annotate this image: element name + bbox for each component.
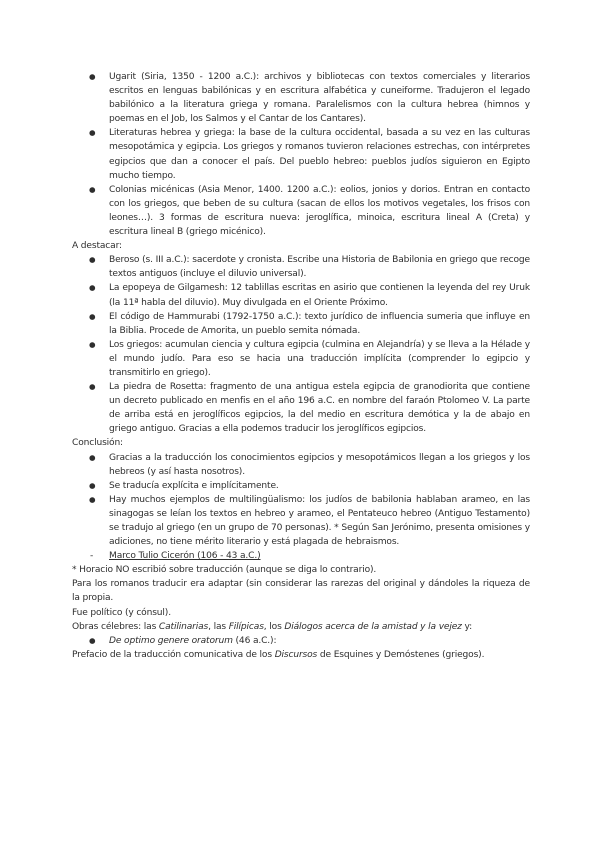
heading-a-destacar: A destacar: bbox=[72, 241, 122, 252]
prefacio-prefix: Prefacio de la traducción comunicativa de los bbox=[72, 649, 275, 660]
paragraph-romanos: Para los romanos traducir era adaptar (sin considerar las rarezas del original y dándoles la riqueza de la propia. bbox=[72, 579, 530, 604]
obras-prefix: Obras célebres: las bbox=[72, 621, 159, 632]
list-item-gracias: ● Gracias a la traducción los conocimientos egipcios y mesopotámicos llegan a los griegos y los hebreos (y así hasta nosotros). bbox=[72, 451, 530, 479]
obra-dialogos: Diálogos acerca de la amistad y la vejez bbox=[284, 621, 462, 632]
optimo-title: De optimo genere oratorum bbox=[109, 635, 233, 646]
cicero-heading: Marco Tulio Cicerón (106 - 43 a.C.) bbox=[109, 551, 261, 562]
obras-sep1: , las bbox=[208, 621, 229, 632]
list-item-traducia: ● Se traducía explícita e implícitamente. bbox=[72, 479, 530, 493]
list-item-colonias: ● Colonias micénicas (Asia Menor, 1400. 1200 a.C.): eolios, jonios y dorios. Entran en contacto con los griegos, que beben de su cultura (sacan de ellos los motivos vegetales, los frisos con leones…). 3 formas de escritura nueva: jeroglífica, minoica, escritura lineal A (Creta) y escritura lineal B (griego micénico). bbox=[72, 183, 530, 239]
list-item-ugarit: ● Ugarit (Siria, 1350 - 1200 a.C.): archivos y bibliotecas con textos comerciales y literarios escritos en lenguas babilónicas y en escritura alfabética y cuneiforme. Tradujeron el legado babilónico a la literatura griega y romana. Paralelismos con la cultura hebrea (himnos y poemas en el Job, los Salmos y el Cantar de los Cantares). bbox=[72, 70, 530, 126]
bullet-list-destacar bbox=[72, 253, 530, 436]
list-item-gilgamesh: ● La epopeya de Gilgamesh: 12 tablillas escritas en asirio que contienen la leyenda del rey Uruk (la 11ª habla del diluvio). Muy divulgada en el Oriente Próximo. bbox=[72, 281, 530, 309]
obras-sep2: , los bbox=[263, 621, 285, 632]
optimo-date: (46 a.C.): bbox=[232, 635, 277, 646]
prefacio-suffix: de Esquines y Demóstenes (griegos). bbox=[317, 649, 485, 660]
list-item-cicero bbox=[72, 549, 530, 563]
obra-filipicas: Filípicas bbox=[228, 621, 264, 632]
paragraph-prefacio bbox=[72, 648, 530, 662]
list-item-rosetta: ● La piedra de Rosetta: fragmento de una antigua estela egipcia de granodiorita que contiene un decreto publicado en menfis en el año 196 a.C. en nombre del faraón Ptolomeo V. La parte de arriba está en jeroglíficos egipcios, la del medio en escritura demótica y la de abajo en griego antiguo. Gracias a ella podemos traducir los jeroglíficos egipcios. bbox=[72, 380, 530, 436]
paragraph-horacio: * Horacio NO escribió sobre traducción (aunque se diga lo contrario). bbox=[72, 565, 377, 576]
list-item-optimo bbox=[72, 634, 530, 648]
paragraph-politico: Fue político (y cónsul). bbox=[72, 607, 171, 618]
heading-conclusion: Conclusión: bbox=[72, 438, 123, 449]
bullet-list-cultures bbox=[72, 70, 530, 239]
list-item-griegos: ● Los griegos: acumulan ciencia y cultura egipcia (culmina en Alejandría) y se lleva a la Hélade y el mundo judío. Para eso se hacia una traducción implícita (comprender lo egipcio y transmitirlo en griego). bbox=[72, 338, 530, 380]
paragraph-obras bbox=[72, 620, 530, 634]
list-item-hammurabi: ● El código de Hammurabi (1792-1750 a.C.): texto jurídico de influencia sumeria que influye en la Biblia. Procede de Amorita, un pueblo semita nómada. bbox=[72, 310, 530, 338]
list-item-literaturas: ● Literaturas hebrea y griega: la base de la cultura occidental, basada a su vez en las culturas mesopotámica y egipcia. Los griegos y romanos tuvieron relaciones estrechas, con intérpretes egipcios que dan a conocer el país. Del pueblo hebreo: pueblos judíos siguieron en Egipto mucho tiempo. bbox=[72, 126, 530, 182]
list-item-beroso: ● Beroso (s. III a.C.): sacerdote y cronista. Escribe una Historia de Babilonia en griego que recoge textos antiguos (incluye el diluvio universal). bbox=[72, 253, 530, 281]
prefacio-discursos: Discursos bbox=[274, 649, 318, 660]
bullet-list-conclusion bbox=[72, 451, 530, 564]
list-item-multilingualismo: ● Hay muchos ejemplos de multilingüalismo: los judíos de babilonia hablaban arameo, en las sinagogas se leían los textos en hebreo y arameo, el Pentateuco hebreo (Antiguo Testamento) se tradujo al griego (en un grupo de 70 personas). * Según San Jerónimo, presenta omisiones y adiciones, no tiene mérito literario y está plagada de hebraismos. bbox=[72, 493, 530, 549]
obra-catilinarias: Catilinarias bbox=[158, 621, 209, 632]
bullet-list-optimo bbox=[72, 634, 530, 648]
obras-suffix: y: bbox=[461, 621, 473, 632]
